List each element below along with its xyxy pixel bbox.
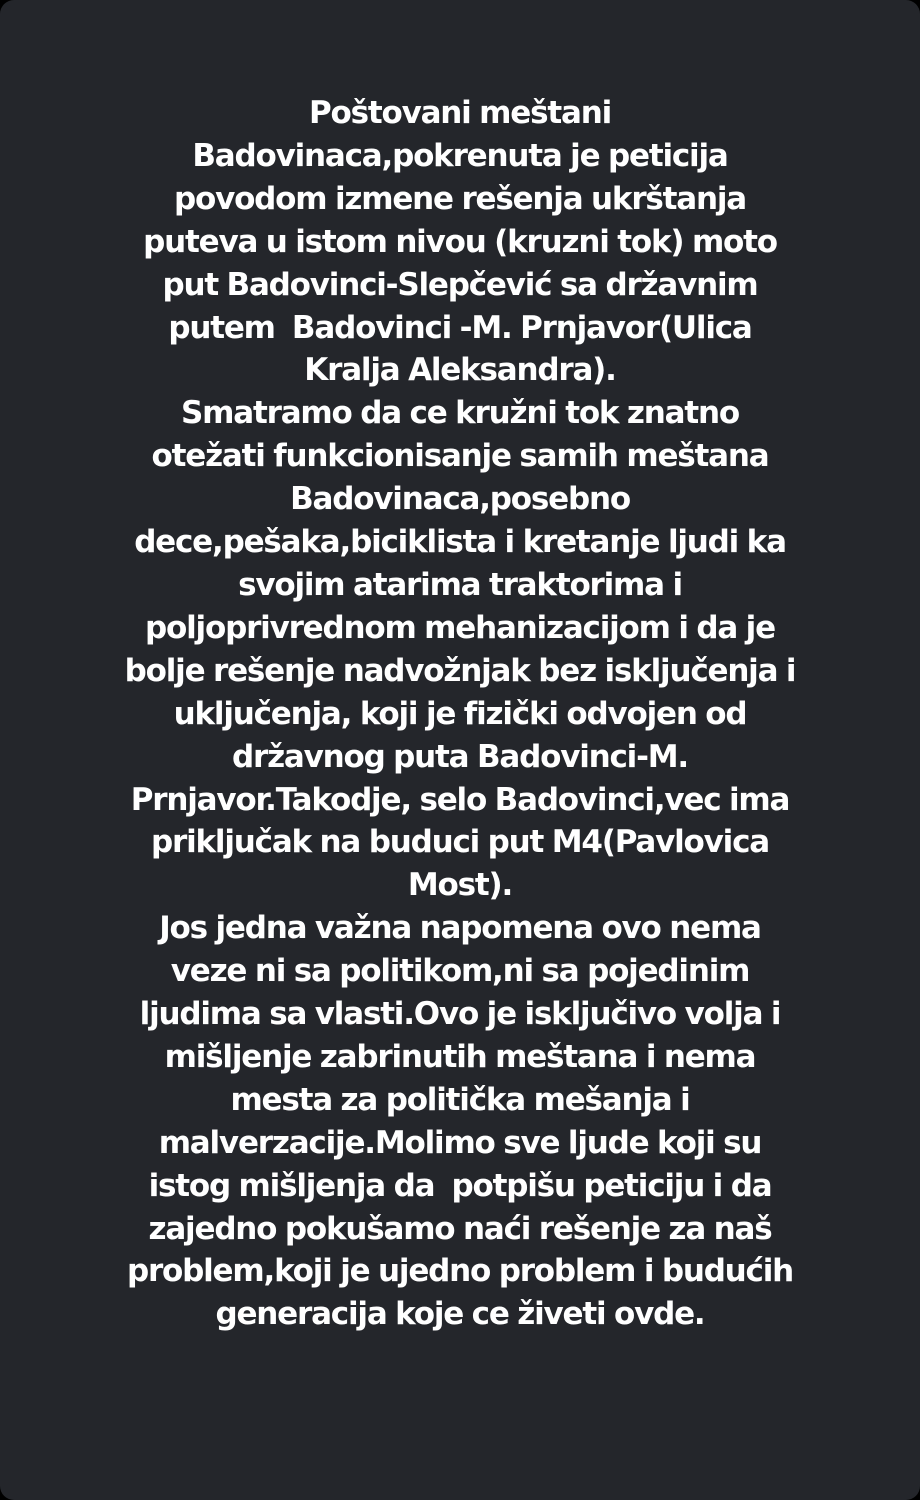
story-text: Poštovani meštani Badovinaca,pokrenuta je peticija povodom izmene rešenja ukrštanja puteva u istom nivou (kruzni tok) moto put Badovinci-Slepčević sa državnim putem Badovinci -M. Prnjavor(Ulica Kralja Aleksandra). Smatramo da ce kružni tok znatno otežati funkcionisanje samih meštana Badovinaca,posebno dece,pešaka,biciklista i kretanje ljudi ka svojim atarima traktorima i poljoprivrednom mehanizacijom i da je bolje rešenje nadvožnjak bez isključenja i uključenja, koji je fizički odvojen od državnog puta Badovinci-M. Prnjavor.Takodje, selo Badovinci,vec ima priključak na buduci put M4(Pavlovica Most). Jos jedna važna napomena ovo nema veze ni sa politikom,ni sa pojedinim ljudima sa vlasti.Ovo je isključivo volja i mišljenje zabrinutih meštana i nema mesta za politička mešanja i malverzacije.Molimo sve ljude koji su istog mišljenja da potpišu peticiju i da zajedno pokušamo naći rešenje za naš problem,koji je ujedno problem i budućih generacija koje ce živeti ovde. [124,95,796,1333]
